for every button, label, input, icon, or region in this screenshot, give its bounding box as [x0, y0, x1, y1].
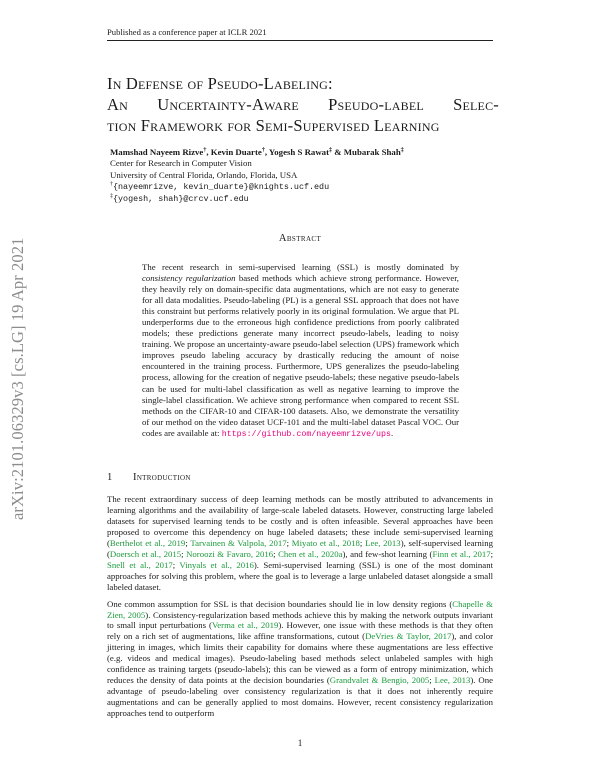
- paragraph-text: ). One advantage of pseudo-labeling over consistency regularization is that it does not inherently require augmentations and can be generally applied to most domains. However, recent consistency regularization approaches tend to outperform: [107, 675, 493, 719]
- author-3-mark: ‡: [329, 147, 333, 154]
- paragraph-text: ;: [359, 537, 366, 548]
- citation-link[interactable]: DeVries & Taylor, 2017: [365, 631, 452, 642]
- section-heading-introduction: [107, 472, 493, 483]
- author-2: Kevin Duarte: [210, 147, 262, 157]
- email-1: {nayeemrizve, kevin_duarte}@knights.ucf.edu: [113, 181, 330, 192]
- arxiv-identifier-stamp: arXiv:2101.06329v3 [cs.LG] 19 Apr 2021: [8, 237, 27, 520]
- abstract-part-1: The recent research in semi-supervised learning (SSL) is mostly dominated by: [142, 262, 459, 272]
- citation-link[interactable]: Grandvalet & Bengio, 2005: [329, 675, 430, 686]
- citation-link[interactable]: Finn et al., 2017: [432, 548, 491, 559]
- citation-link[interactable]: Lee, 2013: [365, 537, 401, 548]
- author-1: Mamshad Nayeem Rizve: [110, 147, 204, 157]
- page-number: 1: [297, 738, 303, 748]
- email-line-2: [110, 193, 490, 205]
- citation-link[interactable]: Miyato et al., 2018: [291, 537, 360, 548]
- author-1-mark: †: [203, 147, 207, 154]
- abstract-heading: Abstract: [278, 233, 322, 244]
- paragraph-text: One common assumption for SSL is that decision boundaries should lie in low density regions (: [107, 598, 453, 609]
- email-line-1: [110, 181, 490, 193]
- affiliation-line-2: University of Central Florida, Orlando, Florida, USA: [110, 169, 298, 180]
- author-names: [110, 147, 490, 158]
- introduction-body: [107, 494, 493, 725]
- citation-link[interactable]: Vinyals et al., 2016: [179, 559, 254, 570]
- paragraph-text: ), and color jittering in images, which limits their capability for domains where these augmentations are less effective (e.g. videos and medical images). Pseudo-labeling based methods select unlabeled samples with high confidence as training targets (pseudo-labels); this can be viewed as a form of entropy minimization, which reduces the density of data points at the decision boundaries (: [107, 631, 494, 686]
- paragraph-text: ;: [172, 559, 180, 570]
- paragraph-text: ). Semi-supervised learning (SSL) is one of the most dominant approaches for solving this problem, where the goal is to leverage a large unlabeled dataset alongside a small labeled dataset.: [107, 559, 493, 592]
- code-url-link[interactable]: https://github.com/nayeemrizve/ups: [221, 429, 391, 439]
- email-2-mark: ‡: [110, 193, 113, 200]
- abstract-part-2: based methods which achieve strong performance. However, they heavily rely on domain-specific data augmentations, which are not easy to generate for all data modalities. Pseudo-labeling (PL) is a general SSL approach that does not have this constraint but performs relatively poorly in its original formulation. We argue that PL underperforms due to the erroneous high confidence predictions from poorly calibrated models; these predictions generate many incorrect pseudo-labels, leading to noisy training. We propose an uncertainty-aware pseudo-label selection (UPS) framework which improves pseudo labeling accuracy by drastically reducing the amount of noise encountered in the training process. Furthermore, UPS generalizes the pseudo-labeling process, allowing for the creation of negative pseudo-labels; these negative pseudo-labels can be used for multi-label classification as well as negative learning to improve the single-label classification. We achieve strong performance when compared to recent SSL methods on the CIFAR-10 and CIFAR-100 datasets. Also, we demonstrate the versatility of our method on the video dataset UCF-101 and the multi-label dataset Pascal VOC. Our codes are available at:: [142, 273, 459, 438]
- citation-link[interactable]: Tarvainen & Valpola, 2017: [190, 537, 287, 548]
- abstract-emphasis: consistency regularization: [142, 273, 236, 284]
- paragraph-text: ;: [490, 548, 494, 559]
- paper-title: [107, 73, 499, 136]
- author-block: [110, 147, 490, 205]
- email-2: {yogesh, shah}@crcv.ucf.edu: [113, 194, 249, 205]
- author-2-mark: †: [261, 147, 265, 154]
- author-separator: ,: [206, 147, 211, 157]
- author-separator: ,: [264, 147, 269, 157]
- citation-link[interactable]: Doersch et al., 2015: [109, 548, 182, 559]
- paragraph-text: The recent extraordinary success of deep learning methods can be mostly attributed to advancements in learning algorithms and the availability of large-scale labeled datasets. However, constructing large labeled datasets for supervised learning tends to be costly and is often infeasible. Several approaches have been proposed to overcome this dependency on huge labeled datasets; these include semi-supervised learning (: [107, 494, 493, 548]
- title-line-2: An Uncertainty-Aware Pseudo-label Selec-: [107, 95, 499, 114]
- abstract-part-3: .: [390, 427, 394, 438]
- paragraph-text: ;: [181, 548, 187, 559]
- introduction-paragraph-1: [107, 494, 493, 593]
- citation-link[interactable]: Lee, 2013: [434, 675, 471, 686]
- author-3: Yogesh S Rawat: [268, 147, 330, 157]
- paragraph-text: ). However, one issue with these methods is that they often rely on a rich set of augmentations, like affine transformations, cutout (: [107, 620, 494, 642]
- citation-link[interactable]: Berthelot et al., 2019: [109, 537, 186, 548]
- citation-link[interactable]: Chapelle & Zien, 2005: [107, 598, 493, 620]
- affiliation-line-1: Center for Research in Computer Vision: [110, 158, 252, 169]
- introduction-paragraph-2: [107, 599, 493, 719]
- paragraph-text: ;: [286, 537, 292, 548]
- abstract-text: [142, 262, 459, 440]
- citation-link[interactable]: Snell et al., 2017: [107, 559, 173, 570]
- paragraph-text: ), and few-shot learning (: [342, 548, 433, 559]
- title-line-3: tion Framework for Semi-Supervised Learning: [107, 116, 440, 135]
- running-header: Published as a conference paper at ICLR 2021: [107, 27, 493, 41]
- abstract-paragraph: [142, 262, 459, 440]
- title-line-1: In Defense of Pseudo-Labeling:: [107, 74, 333, 93]
- author-separator: &: [332, 147, 344, 157]
- paragraph-text: ), self-supervised learning (: [107, 537, 493, 559]
- citation-link[interactable]: Verma et al., 2019: [211, 620, 279, 631]
- paragraph-text: ;: [429, 675, 435, 686]
- paragraph-text: ;: [185, 537, 191, 548]
- author-4: Mubarak Shah: [343, 147, 401, 157]
- section-title: Introduction: [133, 472, 191, 483]
- email-1-mark: †: [110, 181, 113, 188]
- citation-link[interactable]: Chen et al., 2020a: [278, 548, 343, 559]
- author-4-mark: ‡: [400, 147, 404, 154]
- citation-link[interactable]: Noroozi & Favaro, 2016: [186, 548, 274, 559]
- paragraph-text: ). Consistency-regularization based methods achieve this by making the network outputs invariant to small input perturbations (: [107, 609, 493, 631]
- paragraph-text: ;: [273, 548, 279, 559]
- section-number: 1: [107, 472, 113, 483]
